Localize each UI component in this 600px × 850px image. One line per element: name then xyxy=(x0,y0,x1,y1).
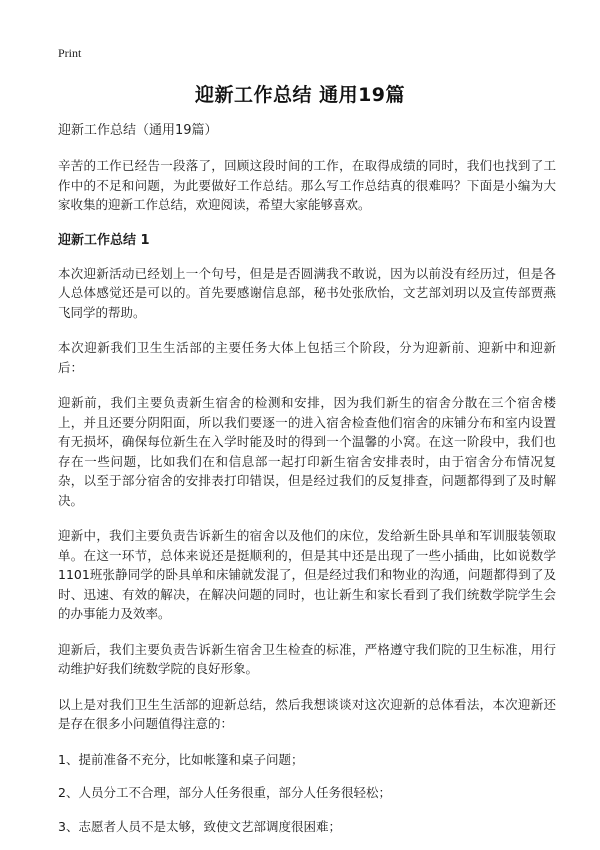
list-item-2: 2、人员分工不合理，部分人任务很重，部分人任务很轻松； xyxy=(58,785,391,800)
paragraph-5: 迎新后，我们主要负责告诉新生宿舍卫生检查的标准，严格遵守我们院的卫生标准，用行动维护好我们统数学院的良好形象。 xyxy=(58,641,556,676)
page-title: 迎新工作总结 通用19篇 xyxy=(194,84,406,106)
article-body xyxy=(58,121,556,850)
intro-paragraph: 辛苦的工作已经告一段落了，回顾这段时间的工作，在取得成绩的同时，我们也找到了工作中的不足和问题，为此要做好工作总结。那么写工作总结真的很难吗？下面是小编为大家收集的迎新工作总结，欢迎阅读，希望大家能够喜欢。 xyxy=(58,158,556,212)
paragraph-1: 本次迎新活动已经划上一个句号，但是是否圆满我不敢说，因为以前没有经历过，但是各人总体感觉还是可以的。首先要感谢信息部，秘书处张欣怡，文艺部刘玥以及宣传部贾燕飞同学的帮助。 xyxy=(58,265,556,320)
list-item-1: 1、提前准备不充分，比如帐篷和桌子问题； xyxy=(58,751,304,767)
list-item-3: 3、志愿者人员不是太够，致使文艺部调度很困难； xyxy=(58,818,341,834)
article-subtitle: 迎新工作总结（通用19篇） xyxy=(58,123,218,138)
print-link[interactable]: Print xyxy=(58,46,82,60)
paragraph-6: 以上是对我们卫生生活部的迎新总结，然后我想谈谈对这次迎新的总体看法，本次迎新还是存在很多小问题值得注意的： xyxy=(58,696,556,731)
section-heading: 迎新工作总结 1 xyxy=(58,232,150,248)
paragraph-2: 本次迎新我们卫生生活部的主要任务大体上包括三个阶段，分为迎新前、迎新中和迎新后： xyxy=(58,340,556,375)
paragraph-3: 迎新前，我们主要负责新生宿舍的检测和安排，因为我们新生的宿舍分散在三个宿舍楼上，并且还要分阴阳面，所以我们要逐一的进入宿舍检查他们宿舍的床铺分布和室内设置有无损坏，确保每位新生在入学时能及时的得到一个温馨的小窝。在这一阶段中，我们也存在一些问题，比如我们在和信息部一起打印新生宿舍安排表时，由于宿舍分布情况复杂，以至于部分宿舍的安排表打印错误，但是经过我们的反复排查，问题都得到了及时解决。 xyxy=(58,395,556,508)
paragraph-4: 迎新中，我们主要负责告诉新生的宿舍以及他们的床位，发给新生卧具单和军训服装领取单。在这一环节，总体来说还是挺顺利的，但是其中还是出现了一些小插曲，比如说数学1101班张静同学的卧具单和床铺就发混了，但是经过我们和物业的沟通，问题都得到了及时、迅速、有效的解决，在解决问题的同时，也让新生和家长看到了我们统数学院学生会的办事能力及效率。 xyxy=(58,528,556,621)
